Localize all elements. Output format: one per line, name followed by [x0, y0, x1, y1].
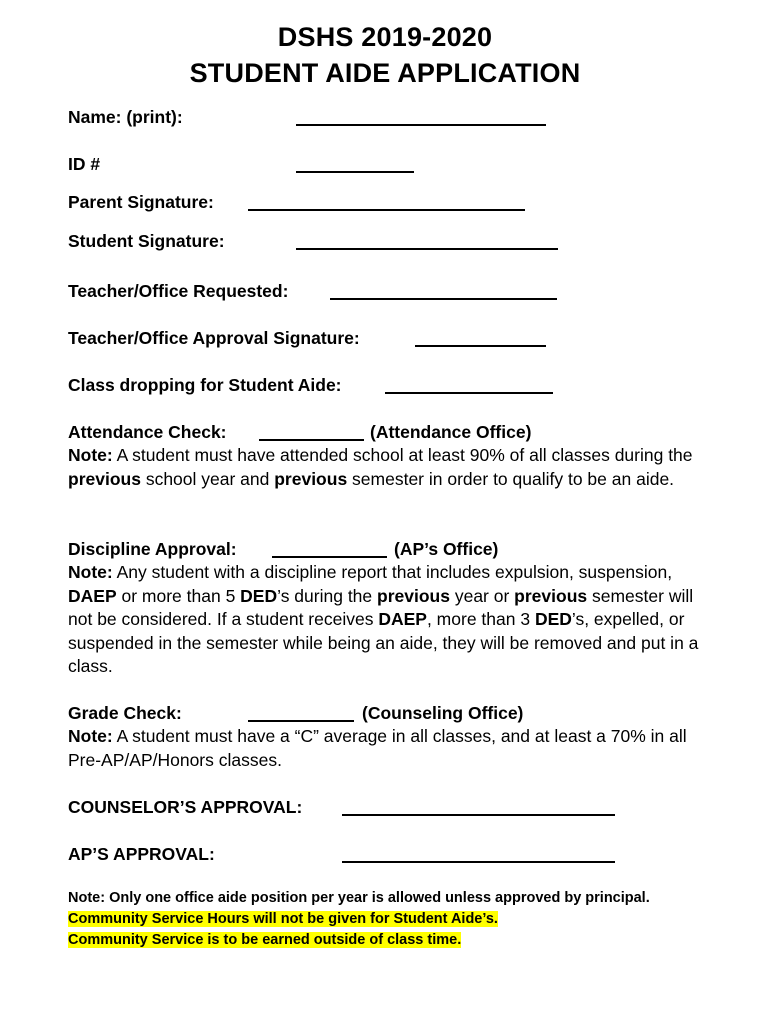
form-title: STUDENT AIDE APPLICATION — [189, 58, 581, 88]
attendance-check-label: Attendance Check: — [68, 422, 227, 442]
parent-signature-label: Parent Signature: — [68, 192, 214, 212]
student-signature-blank[interactable] — [296, 248, 558, 250]
note-label: Note: — [68, 562, 113, 582]
class-dropping-label: Class dropping for Student Aide: — [68, 375, 342, 395]
teacher-office-requested-label: Teacher/Office Requested: — [68, 281, 289, 301]
discipline-note: Note: Any student with a discipline report that includes expulsion, suspension, DAEP or more than 5 DED’s during the previous year or previous semester will not be considered. If a student receives DAEP, more than 3 DED’s, expelled, or suspended in the semester while being an aide, they will be removed and put in a class. — [68, 562, 699, 676]
id-label: ID # — [68, 154, 101, 174]
highlighted-text: Community Service Hours will not be given for Student Aide’s. — [68, 911, 498, 927]
note-label: Note: — [68, 445, 113, 465]
counselor-approval-blank[interactable] — [342, 814, 615, 816]
discipline-approval-blank[interactable] — [272, 556, 387, 558]
ap-approval-label: AP’S APPROVAL: — [68, 844, 215, 864]
counseling-office-label: (Counseling Office) — [362, 703, 524, 723]
footer-note: Note: Only one office aide position per year is allowed unless approved by principal. Community Service Hours will not be given for Student Aide’s. Community Service is to be earned outside of class time. — [68, 890, 650, 948]
grade-check-blank[interactable] — [248, 720, 354, 722]
grade-note: Note: A student must have a “C” average in all classes, and at least a 70% in all Pre-AP/AP/Honors classes. — [68, 726, 687, 770]
class-dropping-blank[interactable] — [385, 392, 553, 394]
note-label: Note: — [68, 726, 113, 746]
ap-approval-blank[interactable] — [342, 861, 615, 863]
ap-office-label: (AP’s Office) — [394, 539, 499, 559]
discipline-approval-label: Discipline Approval: — [68, 539, 237, 559]
name-blank[interactable] — [296, 124, 546, 126]
teacher-office-approval-blank[interactable] — [415, 345, 546, 347]
attendance-note: Note: A student must have attended school at least 90% of all classes during the previous school year and previous semester in order to qualify to be an aide. — [68, 445, 693, 489]
student-signature-label: Student Signature: — [68, 231, 225, 251]
counselor-approval-label: COUNSELOR’S APPROVAL: — [68, 797, 303, 817]
grade-check-label: Grade Check: — [68, 703, 182, 723]
highlighted-text: Community Service is to be earned outside of class time. — [68, 932, 462, 948]
form-title-year: DSHS 2019-2020 — [277, 22, 493, 52]
id-blank[interactable] — [296, 171, 414, 173]
teacher-office-requested-blank[interactable] — [330, 298, 557, 300]
attendance-office-label: (Attendance Office) — [370, 422, 532, 442]
attendance-check-blank[interactable] — [259, 439, 364, 441]
parent-signature-blank[interactable] — [248, 209, 525, 211]
teacher-office-approval-label: Teacher/Office Approval Signature: — [68, 328, 360, 348]
name-label: Name: (print): — [68, 107, 183, 127]
